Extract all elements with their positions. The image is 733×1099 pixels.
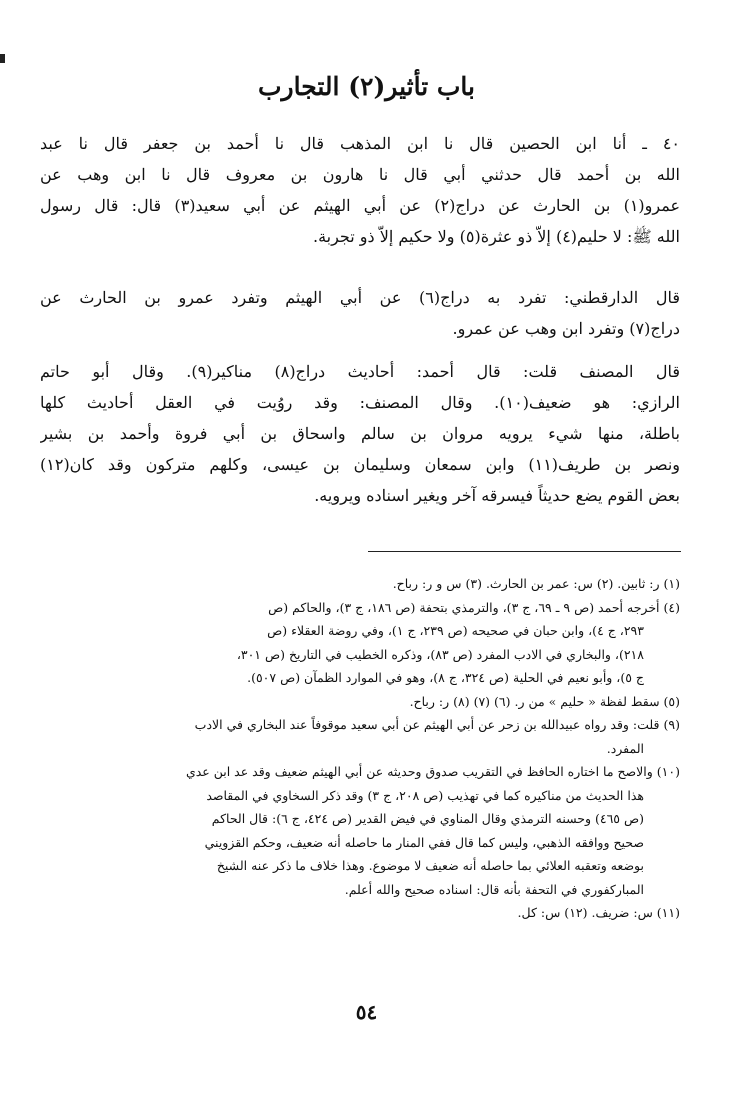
text-line: بعض القوم يضع حديثاً فيسرقه آخر ويغير اسناده ويرويه. bbox=[314, 486, 680, 505]
footnote-line: بوضعه وتعقبه العلائي بما حاصله أنه ضعيف لا موضوع. وهذا خلاف ما ذكر عنه الشيخ bbox=[216, 858, 644, 873]
footnote-line: صحيح ووافقه الذهبي، وليس كما قال ففي المنار ما حاصله أنه ضعيف، وحكم القزويني bbox=[204, 834, 644, 850]
footnote-line: ٢١٨)، والبخاري في الادب المفرد (ص ٨٣)، وذكره الخطيب في التاريخ (ص ٣٠١، bbox=[236, 646, 644, 662]
text-line: قال المصنف قلت: قال أحمد: أحاديث دراج(٨) مناكير(٩). وقال أبو حاتم bbox=[40, 362, 680, 381]
footnote-line: (١) ر: ثابين. (٢) س: عمر بن الحارث. (٣) س و ر: رباح. bbox=[392, 576, 680, 591]
text-line: باطلة، منها شيء يرويه مروان بن سالم واسحاق بن أبي فروة وأحمد بن بشير bbox=[40, 424, 680, 443]
footnote-line: ج ٥)، وأبو نعيم في الحلية (ص ٣٢٤، ج ٨)، وهو في الموارد الظمآن (ص ٥٠٧). bbox=[247, 670, 644, 685]
footnote-line: (٩) قلت: وقد رواه عبيدالله بن زحر عن أبي الهيثم عن أبي سعيد موقوفاً عند البخاري في الادب bbox=[194, 717, 680, 732]
daraqutni-paragraph bbox=[40, 282, 680, 344]
footnote-line: (٥) سقط لفظة « حليم » من ر. (٦) (٧) (٨) ر: رباح. bbox=[409, 693, 680, 709]
text-line: قال الدارقطني: تفرد به دراج(٦) عن أبي الهيثم وتفرد عمرو بن الحارث عن bbox=[40, 288, 680, 307]
footnote-line: (ص ٤٦٥) وحسنه الترمذي وقال المناوي في فيض القدير (ص ٤٢٤، ج ٦): قال الحاكم bbox=[211, 811, 644, 826]
text-line: ونصر بن طريف(١١) وابن سمعان وسليمان بن عيسى، وكلهم متركون وقد كان(١٢) bbox=[40, 455, 680, 474]
musannif-paragraph bbox=[40, 356, 680, 511]
text-line: الرازي: هو ضعيف(١٠). وقال المصنف: وقد روُيت في العقل أحاديث كلها bbox=[40, 393, 680, 412]
scan-mark bbox=[0, 54, 5, 63]
footnote-line: (٤) أخرجه أحمد (ص ٩ ـ ٦٩، ج ٣)، والترمذي بتحفة (ص ١٨٦، ج ٣)، والحاكم (ص bbox=[268, 599, 680, 615]
chapter-title: باب تأثير(٢) التجارب bbox=[258, 72, 475, 101]
footnote-line: هذا الحديث من مناكيره كما في تهذيب (ص ٢٠٨، ج ٣) وقد ذكر السخاوي في المقاصد bbox=[206, 787, 644, 803]
text-line: دراج(٧) وتفرد ابن وهب عن عمرو. bbox=[452, 319, 680, 338]
footnotes bbox=[40, 572, 680, 925]
text-line: ٤٠ ـ أنا ابن الحصين قال نا ابن المذهب قال نا أحمد بن جعفر قال نا عبد bbox=[40, 134, 680, 153]
footnote-line: المباركفوري في التحفة بأنه قال: اسناده صحيح والله أعلم. bbox=[344, 881, 644, 897]
page-number: ٥٤ bbox=[355, 1000, 378, 1024]
footnote-line: (١١) س: ضريف. (١٢) س: كل. bbox=[517, 905, 680, 920]
footnote-line: المفرد. bbox=[606, 740, 644, 756]
hadith-paragraph bbox=[40, 128, 680, 252]
footnote-divider bbox=[368, 551, 681, 552]
text-line: الله بن أحمد قال حدثني أبي قال نا هارون بن معروف قال نا ابن وهب عن bbox=[40, 165, 680, 184]
text-line: عمرو(١) بن الحارث عن دراج(٢) عن أبي الهيثم عن أبي سعيد(٣) قال: قال رسول bbox=[40, 196, 680, 215]
footnote-line: (١٠) والاصح ما اختاره الحافظ في التقريب صدوق وحديثه عن أبي الهيثم ضعيف وقد عد ابن عدي bbox=[185, 764, 680, 779]
text-line: الله ﷺ: لا حليم(٤) إلاّ ذو عثرة(٥) ولا حكيم إلاّ ذو تجربة. bbox=[312, 227, 680, 246]
footnote-line: ٢٩٣، ج ٤)، وابن حبان في صحيحه (ص ٢٣٩، ج ١)، وفي روضة العقلاء (ص bbox=[267, 623, 644, 638]
